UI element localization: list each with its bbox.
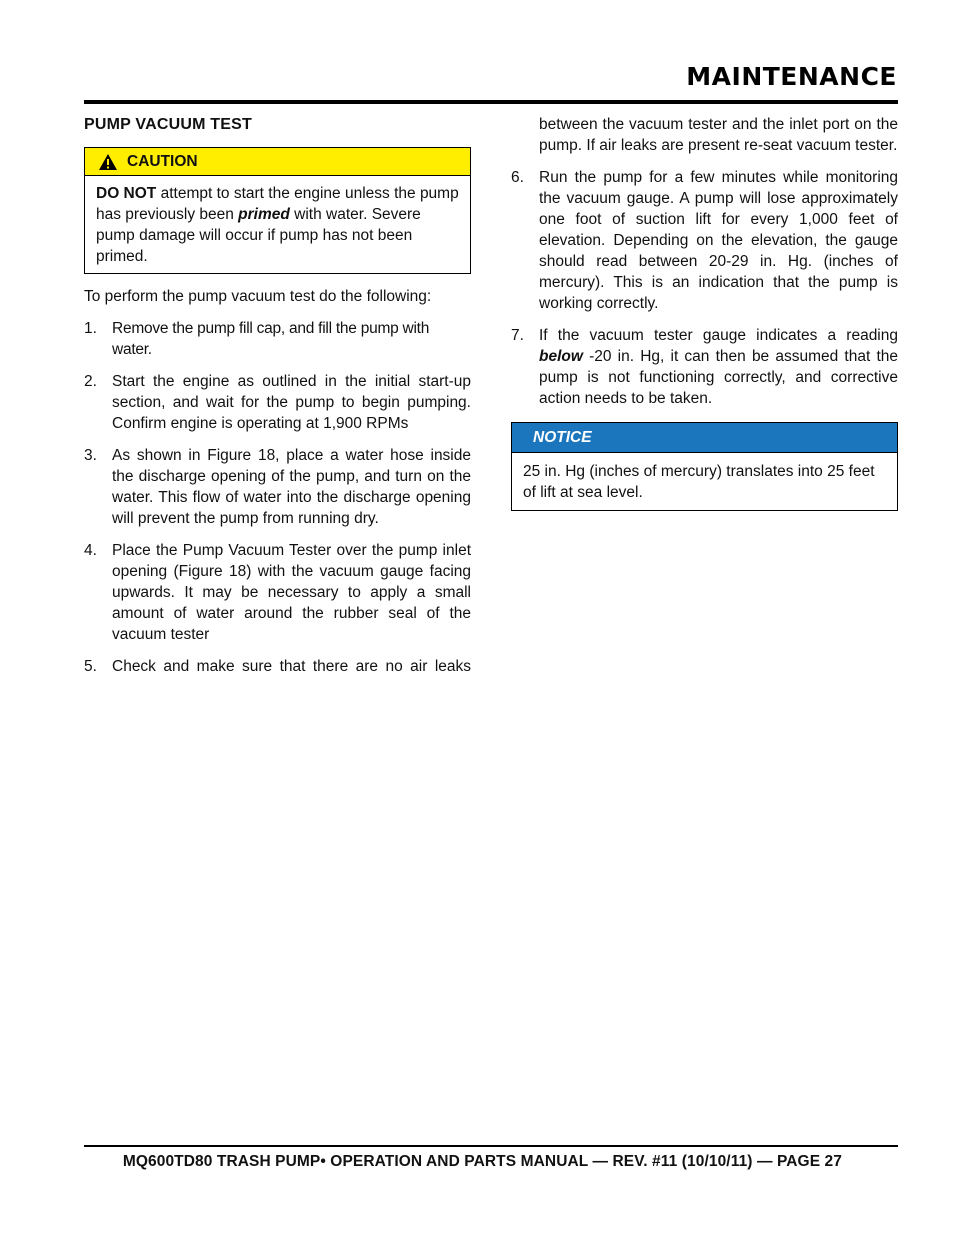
caution-text-1: attempt to start the engine unless the pump has previously been xyxy=(96,185,459,223)
step-number: 5. xyxy=(84,658,97,675)
caution-header xyxy=(85,148,470,176)
step-7-text-2: -20 in. Hg, it can then be assumed that the pump is not functioning correctly, and corrective action needs to be taken. xyxy=(539,348,898,407)
step-text: Place the Pump Vacuum Tester over the pump inlet opening (Figure 18) with the vacuum gauge facing upwards. It may be necessary to apply a small amount of water around the rubber seal of the vacuum tester xyxy=(112,542,471,643)
warning-triangle-icon xyxy=(98,153,118,171)
step-number: 6. xyxy=(511,169,524,186)
step-text: Remove the pump fill cap, and fill the pump with water. xyxy=(112,320,430,358)
step-text: Start the engine as outlined in the initial start-up section, and wait for the pump to begin pumping. Confirm engine is operating at 1,900 RPMs xyxy=(112,373,471,432)
step-7-text-1: If the vacuum tester gauge indicates a reading xyxy=(539,327,898,344)
step-5-continued: between the vacuum tester and the inlet port on the pump. If air leaks are present re-seat vacuum tester. xyxy=(539,116,898,154)
caution-text-2: with water. Severe pump damage will occur if pump has not been primed. xyxy=(96,206,421,265)
step-item xyxy=(84,371,471,434)
step-number: 4. xyxy=(84,542,97,559)
notice-body: 25 in. Hg (inches of mercury) translates into 25 feet of lift at sea level. xyxy=(523,463,875,501)
section-title: PUMP VACUUM TEST xyxy=(84,116,252,133)
footer-rule xyxy=(84,1145,898,1147)
step-number: 1. xyxy=(84,320,97,337)
step-text: As shown in Figure 18, place a water hose inside the discharge opening of the pump, and turn on the water. This flow of water into the discharge opening will prevent the pump from running dry. xyxy=(112,447,471,527)
step-number: 2. xyxy=(84,373,97,390)
caution-emphasis: primed xyxy=(238,206,290,223)
left-column xyxy=(84,114,471,688)
caution-box xyxy=(84,147,471,274)
intro-text: To perform the pump vacuum test do the following: xyxy=(84,288,432,305)
notice-box xyxy=(511,422,898,511)
page-footer: MQ600TD80 TRASH PUMP• OPERATION AND PARTS MANUAL — REV. #11 (10/10/11) — PAGE 27 xyxy=(122,1153,842,1170)
page-header-title: MAINTENANCE xyxy=(686,62,897,91)
step-text xyxy=(539,325,898,409)
step-text: Check and make sure that there are no air leaks xyxy=(112,658,471,675)
step-item xyxy=(511,325,898,409)
step-item xyxy=(84,540,471,645)
steps-list-continued xyxy=(511,167,898,409)
caution-label: CAUTION xyxy=(127,153,198,170)
steps-list xyxy=(84,318,471,677)
step-item xyxy=(84,318,471,360)
header-rule xyxy=(84,100,898,104)
right-column xyxy=(511,114,898,511)
step-item xyxy=(84,656,471,677)
step-item xyxy=(84,445,471,529)
caution-body xyxy=(85,176,470,273)
notice-header: NOTICE xyxy=(512,423,897,453)
caution-lead: DO NOT xyxy=(96,185,157,202)
step-text: Run the pump for a few minutes while monitoring the vacuum gauge. A pump will lose approximately one foot of suction lift for every 1,000 feet of elevation. Depending on the elevation, the gauge should read between 20-29 in. Hg. (inches of mercury). This is an indication that the pump is working correctly. xyxy=(539,169,898,312)
step-number: 3. xyxy=(84,447,97,464)
step-number: 7. xyxy=(511,327,524,344)
step-7-emphasis: below xyxy=(539,348,583,365)
step-item xyxy=(511,167,898,314)
